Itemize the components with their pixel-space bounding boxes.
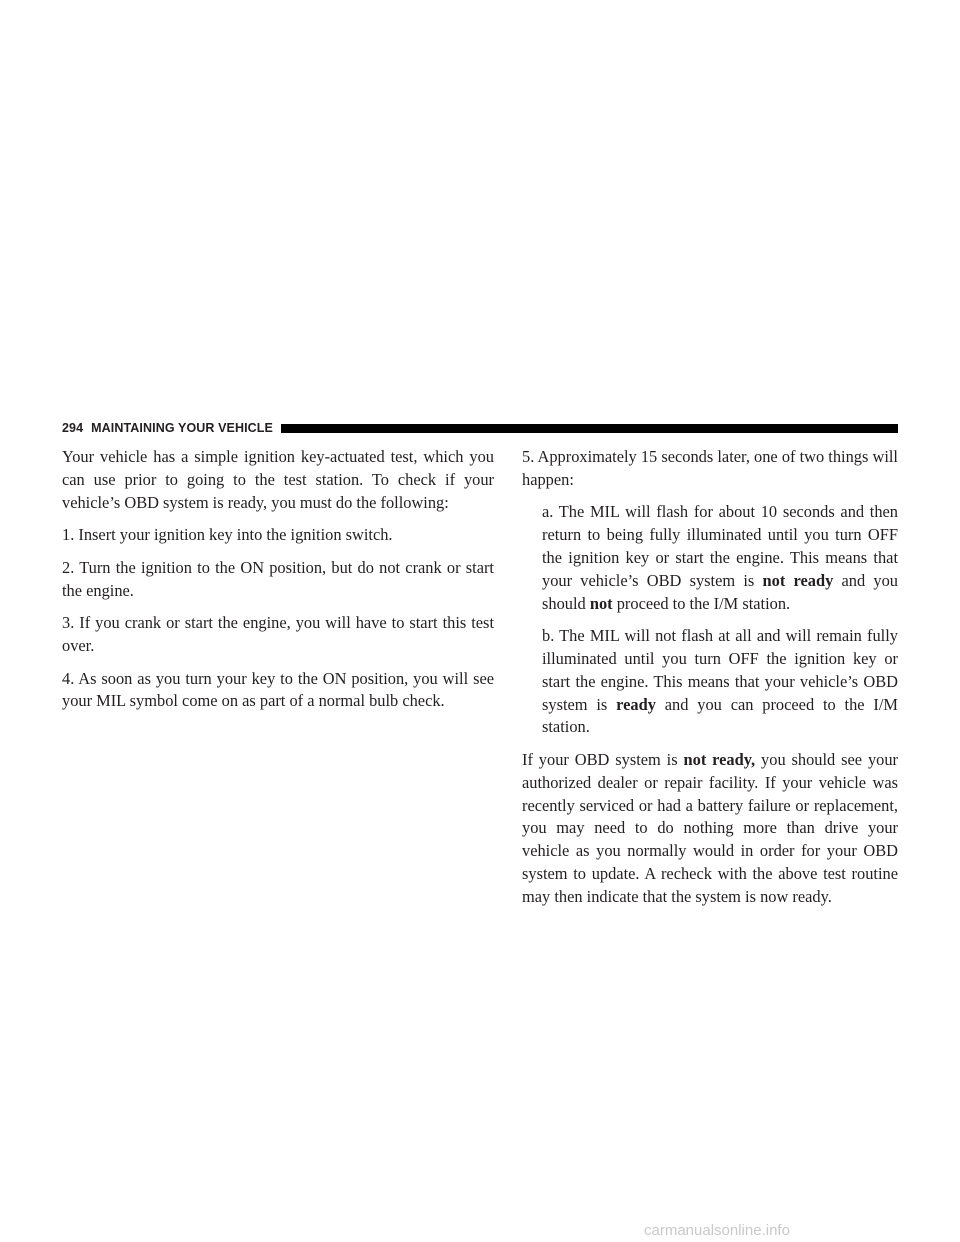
- watermark: carmanualsonline.info: [644, 1222, 790, 1239]
- right-column: [522, 446, 898, 918]
- page-number: 294: [62, 421, 84, 435]
- closing-text-2: you should see your authorized dealer or repair facility. If your vehicle was recently serviced or had a battery failure or replacement, you may need to do nothing more than drive your vehicle as you normally would in order for your OBD system to update. A recheck with the above test routine may then indicate that the system is now ready.: [522, 749, 898, 906]
- sub-b-bold-ready: ready: [616, 694, 656, 714]
- sub-a-bold-not-ready: not ready: [762, 570, 834, 590]
- sub-item-a: [542, 501, 898, 615]
- sub-item-b: [542, 625, 898, 739]
- sub-b-text-2: and you can proceed to the I/M station.: [542, 694, 899, 737]
- page-header: [62, 419, 898, 437]
- closing-text-1: If your OBD system is: [522, 749, 678, 769]
- header-rule: [281, 424, 898, 433]
- step-3: 3. If you crank or start the engine, you will have to start this test over.: [62, 613, 494, 655]
- closing-bold-not-ready: not ready,: [683, 749, 756, 769]
- sub-items-block: [522, 501, 898, 739]
- step-2: 2. Turn the ignition to the ON position, but do not crank or start the engine.: [62, 557, 494, 600]
- step-4: 4. As soon as you turn your key to the ON position, you will see your MIL symbol come on as part of a normal bulb check.: [62, 668, 494, 711]
- closing-paragraph: [522, 749, 898, 909]
- left-column: [62, 446, 494, 723]
- sub-a-text-1: a. The MIL will flash for about 10 seconds and then return to being fully illuminated until you turn OFF the ignition key or start the engine. This means that your vehicle’s OBD system is: [542, 502, 898, 590]
- sub-a-text-2: and you should: [542, 570, 898, 613]
- intro-paragraph: Your vehicle has a simple ignition key-actuated test, which you can use prior to going to the test station. To check if your vehicle’s OBD system is ready, you must do the following:: [62, 447, 494, 512]
- step-1: 1. Insert your ignition key into the ignition switch.: [62, 525, 393, 545]
- sub-a-bold-not: not: [589, 593, 613, 613]
- sub-b-text-1: b. The MIL will not flash at all and will remain fully illuminated until you turn OFF the ignition key or start the engine. This means that your vehicle’s OBD system is: [542, 626, 898, 714]
- sub-a-text-3: proceed to the I/M station.: [616, 593, 791, 613]
- step-5: 5. Approximately 15 seconds later, one of two things will happen:: [522, 447, 898, 489]
- section-title: MAINTAINING YOUR VEHICLE: [91, 421, 273, 435]
